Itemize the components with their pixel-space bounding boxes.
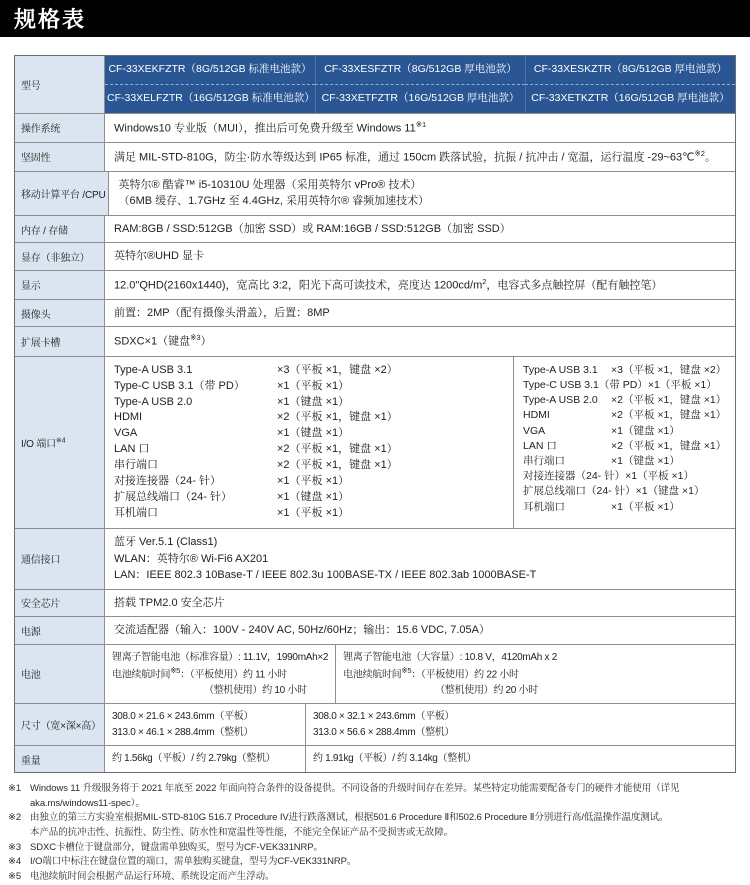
io-port-row xyxy=(523,408,726,423)
footnote-marker: ※4 xyxy=(8,856,22,868)
row-label-cpu: 移动计算平台 /CPU xyxy=(15,172,109,215)
io-port-row xyxy=(523,454,726,469)
footnote-text: 本产品的抗冲击性、抗振性、防尘性、防水性和宽温性等性能，不能完全保证产品不受损害或无故障。 xyxy=(30,826,454,838)
footnote-marker: ※2 xyxy=(8,812,22,824)
spec-table xyxy=(14,55,736,773)
io-port-name: 耳机端口 xyxy=(523,500,565,513)
io-port-row xyxy=(523,378,726,393)
io-port-count: ×1（键盘 ×1） xyxy=(277,491,350,504)
io-port-row xyxy=(114,442,504,458)
model-cell: CF-33XESFZTR（8G/512GB 厚电池款） xyxy=(315,56,525,84)
io-port-count: ×3（平板 ×1，键盘 ×2） xyxy=(611,363,727,376)
row-label-camera: 摄像头 xyxy=(15,300,105,327)
row-cpu xyxy=(15,171,735,215)
io-port-name: 耳机端口 xyxy=(114,507,158,520)
battery-large xyxy=(335,645,735,704)
footnote xyxy=(8,841,742,856)
card-slot-tail: ） xyxy=(200,336,212,349)
footnote-text: 电池续航时间会根据产品运行环境、系统设定而产生浮动。 xyxy=(30,871,275,883)
footnote-text: SDXC卡槽位于键盘部分，键盘需单独购买，型号为CF-VEK331NRP。 xyxy=(30,841,323,853)
model-grid xyxy=(105,56,735,113)
gpu-value: 英特尔®UHD 显卡 xyxy=(105,243,735,270)
io-port-name: 串行端口 xyxy=(523,454,565,467)
row-model xyxy=(15,56,735,113)
io-port-row xyxy=(114,458,504,474)
row-label-card-slot: 扩展卡槽 xyxy=(15,327,105,355)
rugged-tail: 。 xyxy=(704,151,716,164)
io-port-name: 对接连接器（24- 针） xyxy=(523,470,626,483)
footnote-marker xyxy=(8,826,30,841)
io-port-count: ×1（键盘 ×1） xyxy=(611,454,680,467)
io-port-name: HDMI xyxy=(523,409,550,422)
io-port-row xyxy=(114,490,504,506)
io-port-count: ×1（平板 ×1） xyxy=(277,475,350,488)
battery-runtime-tablet: ：（平板使用）约 22 小时 xyxy=(411,669,519,681)
weight-value xyxy=(105,746,735,772)
row-label-os: 操作系统 xyxy=(15,114,105,142)
io-port-name: 对接连接器（24- 针） xyxy=(114,475,221,488)
io-port-row xyxy=(114,363,504,379)
io-port-count: ×1（平板 ×1） xyxy=(625,470,694,483)
rugged-footnote-ref: ※2 xyxy=(694,148,705,158)
card-slot-footnote-ref: ※3 xyxy=(190,333,201,343)
row-os xyxy=(15,113,735,142)
io-port-count: ×1（平板 ×1） xyxy=(611,500,680,513)
io-port-count: ×1（键盘 ×1） xyxy=(611,424,680,437)
battery-runtime-full: （整机使用）约 20 小时 xyxy=(435,684,538,696)
page-header xyxy=(0,0,750,37)
io-port-name: HDMI xyxy=(114,411,143,424)
row-security xyxy=(15,589,735,617)
power-value: 交流适配器（输入：100V - 240V AC, 50Hz/60Hz；输出：15.6 VDC, 7.05A） xyxy=(105,617,735,644)
io-column-left xyxy=(105,357,513,528)
footnotes xyxy=(8,782,742,885)
io-port-count: ×2（平板 ×1，键盘 ×1） xyxy=(277,459,398,472)
page-title: 规格表 xyxy=(14,7,87,32)
footnote xyxy=(8,855,742,870)
dimensions-full: 313.0 × 46.1 × 288.4mm（整机） xyxy=(112,726,254,738)
io-footnote-ref: ※4 xyxy=(55,437,66,445)
weight-standard: 约 1.56kg（平板）/ 约 2.79kg（整机） xyxy=(112,753,276,765)
model-cells xyxy=(105,56,735,113)
row-io xyxy=(15,356,735,528)
io-port-row xyxy=(114,506,504,522)
display-text-post: ，电容式多点触控屏（配有触控笔） xyxy=(486,279,663,292)
io-port-count: ×2（平板 ×1，键盘 ×1） xyxy=(611,394,727,407)
io-port-count: ×1（键盘 ×1） xyxy=(277,395,350,408)
memory-value: RAM:8GB / SSD:512GB（加密 SSD）或 RAM:16GB / SSD:512GB（加密 SSD） xyxy=(105,216,735,243)
battery-spec: 锂离子智能电池（标准容量）: 11.1V，1990mAh×2 xyxy=(112,651,329,663)
dimensions-full: 313.0 × 56.6 × 288.4mm（整机） xyxy=(313,726,455,738)
os-footnote-ref: ※1 xyxy=(415,119,427,129)
row-camera xyxy=(15,299,735,327)
io-port-row xyxy=(523,439,726,454)
io-port-row xyxy=(114,410,504,426)
io-port-name: Type-A USB 3.1 xyxy=(523,363,598,376)
row-comm xyxy=(15,528,735,589)
row-label-security: 安全芯片 xyxy=(15,590,105,617)
display-sup: 2 xyxy=(482,276,487,286)
footnote xyxy=(8,870,742,885)
io-port-row xyxy=(523,484,726,499)
io-port-name: Type-A USB 2.0 xyxy=(114,395,193,408)
io-port-row xyxy=(523,363,726,378)
io-port-name: 扩展总线端口（24- 针） xyxy=(523,485,636,498)
battery-runtime-label: 电池续航时间 xyxy=(112,669,171,681)
footnote-marker: ※3 xyxy=(8,841,22,853)
dimensions-value xyxy=(105,704,735,745)
io-port-count: ×2（平板 ×1，键盘 ×1） xyxy=(611,439,727,452)
display-text: 12.0"QHD(2160x1440)，宽高比 3:2，阳光下高可读技术，亮度达 1200cd/m xyxy=(114,279,483,292)
rugged-text: 满足 MIL-STD-810G，防尘·防水等级达到 IP65 标准，通过 150cm 跌落试验，抗振 / 抗冲击 / 宽温，运行温度 -29~63℃ xyxy=(114,151,695,164)
io-port-count: ×1（键盘 ×1） xyxy=(277,427,350,440)
io-column-right xyxy=(513,357,735,528)
card-slot-text: SDXC×1（键盘 xyxy=(114,336,191,349)
dimensions-tablet: 308.0 × 21.6 × 243.6mm（平板） xyxy=(112,711,254,723)
row-label-display: 显示 xyxy=(15,271,105,299)
row-label-power: 电源 xyxy=(15,617,105,644)
io-port-row xyxy=(114,379,504,395)
battery-runtime xyxy=(112,665,328,683)
io-port-row xyxy=(523,500,726,515)
io-port-count: ×1（平板 ×1） xyxy=(277,507,350,520)
dimensions-tablet: 308.0 × 32.1 × 243.6mm（平板） xyxy=(313,711,455,723)
io-port-name: Type-A USB 3.1 xyxy=(114,363,193,376)
battery-runtime-tablet: ：（平板使用）约 11 小时 xyxy=(180,669,287,681)
cpu-value xyxy=(109,172,735,215)
io-port-row xyxy=(114,395,504,411)
footnote-marker: ※5 xyxy=(8,871,22,883)
security-value: 搭载 TPM2.0 安全芯片 xyxy=(105,590,735,617)
io-port-name: LAN 口 xyxy=(114,443,150,456)
io-port-row xyxy=(114,474,504,490)
io-port-name: VGA xyxy=(114,427,138,440)
io-port-count: ×1（平板 ×1） xyxy=(647,378,717,391)
comm-value xyxy=(105,529,735,589)
row-label-weight: 重量 xyxy=(15,746,105,772)
comm-bluetooth: 蓝牙 Ver.5.1 (Class1) xyxy=(114,536,218,548)
io-port-count: ×3（平板 ×1，键盘 ×2） xyxy=(277,363,398,376)
footnote xyxy=(8,826,742,841)
footnote-text: 由独立的第三方实验室根据MIL-STD-810G 516.7 Procedure IV进行跌落测试，根据501.6 Procedure Ⅱ和502.6 Procedure Ⅱ分别进行高/低温操作温度测试。 xyxy=(30,812,669,824)
row-label-memory: 内存 / 存储 xyxy=(15,216,105,243)
model-cell: CF-33XEKFZTR（8G/512GB 标准电池款） xyxy=(108,63,312,75)
io-port-name: Type-C USB 3.1（带 PD） xyxy=(114,379,245,392)
io-port-count: ×2（平板 ×1，键盘 ×1） xyxy=(611,409,727,422)
battery-runtime xyxy=(343,665,728,683)
io-port-row xyxy=(523,424,726,439)
row-card-slot xyxy=(15,326,735,355)
io-port-row xyxy=(114,426,504,442)
cpu-line1: 英特尔® 酷睿™ i5-10310U 处理器（采用英特尔 vPro® 技术） xyxy=(118,178,422,191)
row-label-comm: 通信接口 xyxy=(15,529,105,589)
io-port-row xyxy=(523,393,726,408)
battery-spec: 锂离子智能电池（大容量）: 10.8 V，4120mAh x 2 xyxy=(343,651,557,663)
battery-standard xyxy=(105,645,335,704)
comm-wlan: WLAN：英特尔® Wi-Fi6 AX201 xyxy=(114,552,269,565)
row-label-model: 型号 xyxy=(15,56,105,113)
footnote xyxy=(8,782,742,811)
io-port-name: LAN 口 xyxy=(523,439,557,452)
row-label-io xyxy=(15,357,105,528)
row-label-dimensions: 尺寸（宽×深×高） xyxy=(15,704,105,745)
weight-large: 约 1.91kg（平板）/ 约 3.14kg（整机） xyxy=(305,746,735,772)
model-cell: CF-33XELFZTR（16G/512GB 标准电池款） xyxy=(105,84,315,113)
row-label-battery: 电池 xyxy=(15,645,105,704)
io-port-count: ×1（键盘 ×1） xyxy=(635,485,705,498)
battery-runtime-label: 电池续航时间 xyxy=(343,669,402,681)
io-port-name: 串行端口 xyxy=(114,459,158,472)
footnote xyxy=(8,811,742,826)
io-port-count: ×2（平板 ×1，键盘 ×1） xyxy=(277,443,398,456)
dimensions-standard xyxy=(105,704,305,745)
row-dimensions xyxy=(15,703,735,745)
os-value xyxy=(105,114,735,142)
dimensions-large xyxy=(305,704,735,745)
battery-footnote-ref: ※5 xyxy=(401,666,412,675)
card-slot-value xyxy=(105,327,735,355)
io-port-name: Type-A USB 2.0 xyxy=(523,394,598,407)
comm-lan: LAN：IEEE 802.3 10Base-T / IEEE 802.3u 100BASE-TX / IEEE 802.3ab 1000BASE-T xyxy=(114,569,537,581)
row-label-gpu: 显存（非独立） xyxy=(15,243,105,270)
row-display xyxy=(15,270,735,299)
row-label-rugged: 坚固性 xyxy=(15,143,105,171)
io-port-row xyxy=(523,469,726,484)
camera-value: 前置：2MP（配有摄像头滑盖），后置：8MP xyxy=(105,300,735,327)
display-value xyxy=(105,271,735,299)
io-value xyxy=(105,357,735,528)
model-cell: CF-33XETFZTR（16G/512GB 厚电池款） xyxy=(315,84,525,113)
io-label-text: I/O 端口 xyxy=(21,438,56,450)
battery-value xyxy=(105,645,735,704)
row-weight xyxy=(15,745,735,772)
row-battery xyxy=(15,644,735,704)
cpu-line2: （6MB 缓存、1.7GHz 至 4.4GHz, 采用英特尔® 睿频加速技术） xyxy=(118,195,430,208)
model-cell: CF-33XESKZTR（8G/512GB 厚电池款） xyxy=(525,56,735,84)
io-port-name: Type-C USB 3.1（带 PD） xyxy=(523,378,648,391)
row-power xyxy=(15,616,735,644)
model-cell: CF-33XETKZTR（16G/512GB 厚电池款） xyxy=(525,84,735,113)
io-port-count: ×1（平板 ×1） xyxy=(277,379,350,392)
footnote-marker: ※1 xyxy=(8,782,22,794)
footnote-text: Windows 11 升级服务将于 2021 年底至 2022 年面向符合条件的设备提供。不同设备的升级时间存在差异。某些特定功能需要配备专门的硬件才能使用（详见 aka.ms/windows11-spec）。 xyxy=(30,782,680,809)
io-port-count: ×2（平板 ×1，键盘 ×1） xyxy=(277,411,398,424)
io-port-name: VGA xyxy=(523,424,546,437)
battery-footnote-ref: ※5 xyxy=(170,666,181,675)
battery-runtime-full: （整机使用）约 10 小时 xyxy=(204,684,307,696)
os-text: Windows10 专业版（MUI），推出后可免费升级至 Windows 11 xyxy=(114,122,416,135)
rugged-value xyxy=(105,143,735,171)
row-rugged xyxy=(15,142,735,171)
footnote-text: I/O端口中标注在键盘位置的端口，需单独购买键盘，型号为CF-VEK331NRP。 xyxy=(30,856,357,868)
row-gpu xyxy=(15,242,735,270)
row-memory xyxy=(15,215,735,243)
io-port-name: 扩展总线端口（24- 针） xyxy=(114,491,232,504)
